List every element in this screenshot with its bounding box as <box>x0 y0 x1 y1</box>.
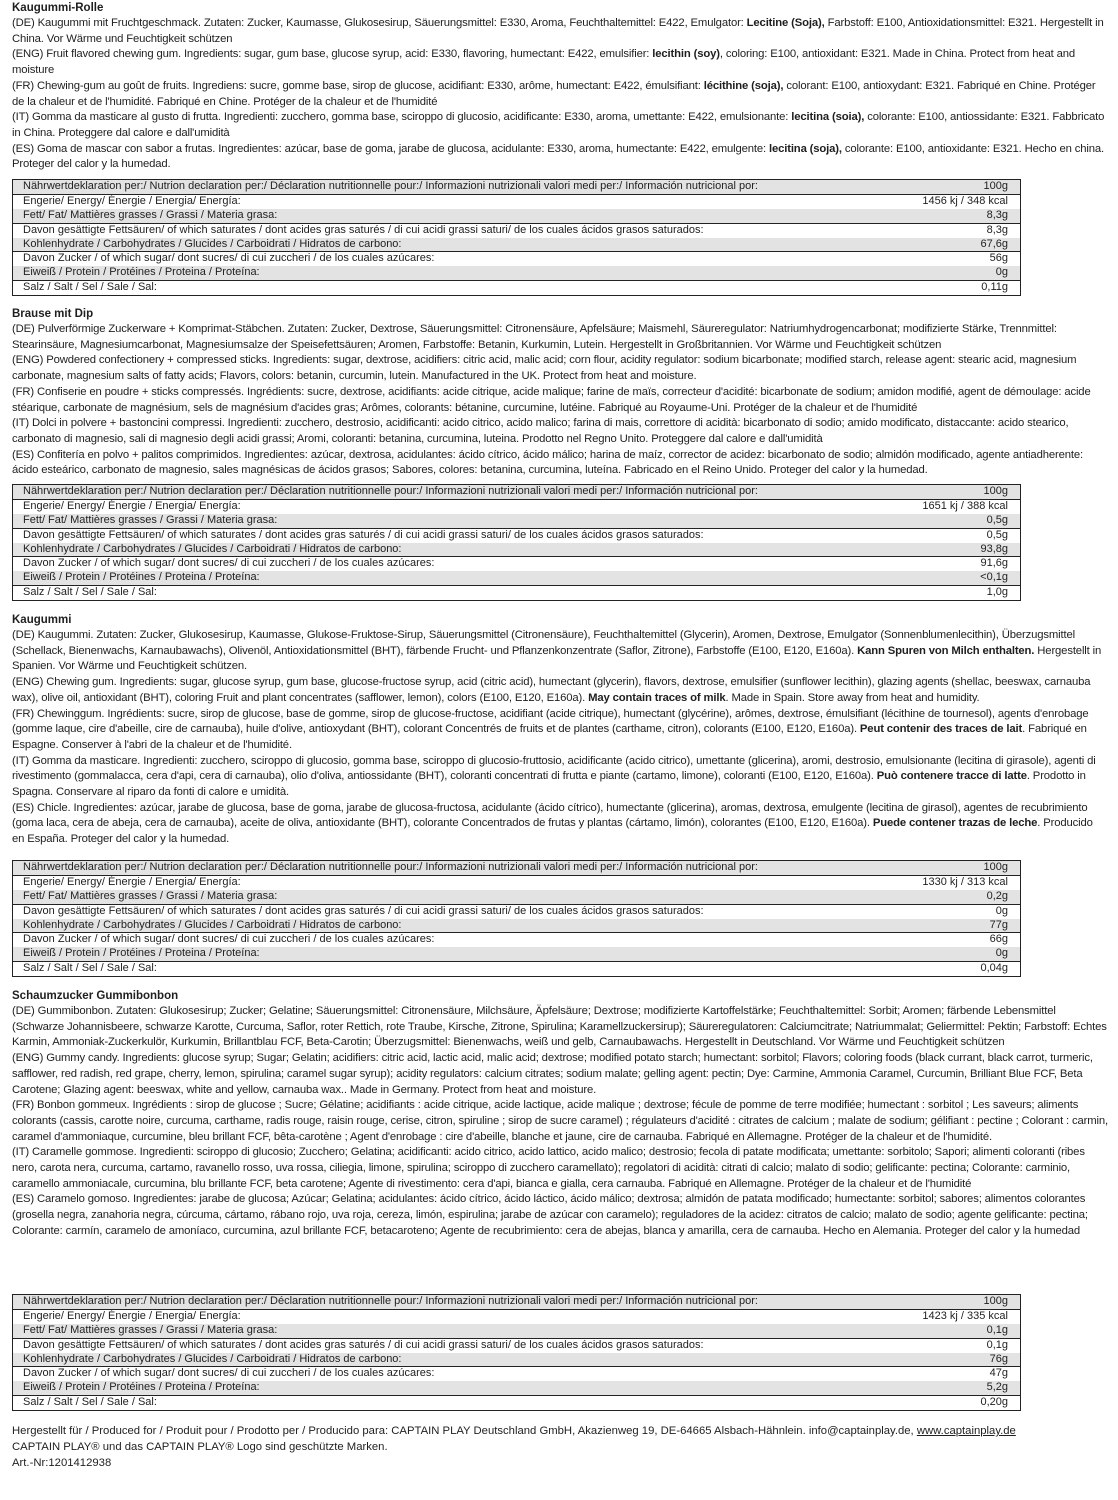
nutrition-row <box>13 947 1020 961</box>
nutrient-label: Engerie/ Energy/ Énergie / Energia/ Energía: <box>23 1309 241 1322</box>
ingredients-paragraph <box>12 1004 1108 1051</box>
nutrient-label: Engerie/ Energy/ Énergie / Energia/ Energía: <box>23 194 241 207</box>
nutrition-table <box>12 860 1021 977</box>
nutrient-label: Salz / Salt / Sel / Sale / Sal: <box>23 281 157 294</box>
nutrition-row <box>13 194 1020 209</box>
nutrient-value: 0,1g <box>986 1323 1008 1336</box>
nutrient-label: Eiweiß / Protein / Protéines / Proteina / Proteína: <box>23 571 260 584</box>
nutrient-value: 1,0g <box>986 586 1008 599</box>
nutrition-row <box>13 1338 1020 1353</box>
nutrient-value: 0g <box>995 904 1008 917</box>
allergen-text: Peut contenir des traces de lait <box>859 723 1023 736</box>
ingredient-text: (ENG) Powdered confectionery + compressed sticks. Ingredients: sugar, dextrose, acidifiers: citric acid, malic acid; corn flour, acidity regulator: sodium bicarbonate; modified starch, release agent: stearic acid, magnesium carbonate, magnesium salts of fatty acids; Flavors, colors: betanin, curcumin, lutein. Manufactured in the UK. Protect from heat and moisture. <box>12 354 1077 383</box>
product-title: Schaumzucker Gummibonbon <box>12 990 179 1002</box>
ingredient-text: (FR) Chewing-gum au goût de fruits. Ingrediens: sucre, gomme base, sirop de glucose, acidifiant: E330, arôme, humectant: E422, émulsifiant: <box>12 79 704 92</box>
trademark-line: CAPTAIN PLAY® und das CAPTAIN PLAY® Logo sind geschützte Marken. <box>12 1440 388 1453</box>
nutrition-row <box>13 890 1020 904</box>
nutrient-label: Salz / Salt / Sel / Sale / Sal: <box>23 962 157 975</box>
nutrient-label: Davon Zucker / of which sugar/ dont sucres/ di cui zuccheri / de los cuales azúcares: <box>23 252 435 265</box>
nutrient-label: Nährwertdeklaration per:/ Nutrion declaration per:/ Déclaration nutritionnelle pour:/ Informazioni nutrizionali valori medi per:/ Información nutricional por: <box>23 485 758 497</box>
ingredients-paragraph <box>12 322 1108 353</box>
ingredient-text: (IT) Gomma da masticare al gusto di frutta. Ingredienti: zucchero, gomma base, sciroppo di glucosio, acidificante: E330, aroma, umettante: E422, emulsionante: <box>12 111 792 124</box>
nutrient-label: Davon Zucker / of which sugar/ dont sucres/ di cui zuccheri / de los cuales azúcares: <box>23 1367 435 1380</box>
ingredients-paragraph <box>12 707 1108 754</box>
nutrient-value: <0,1g <box>980 571 1008 584</box>
ingredients-paragraph <box>12 353 1108 384</box>
nutrient-label: Nährwertdeklaration per:/ Nutrion declaration per:/ Déclaration nutritionnelle pour:/ Informazioni nutrizionali valori medi per:/ Información nutricional por: <box>23 180 758 192</box>
nutrient-label: Davon gesättigte Fettsäuren/ of which saturates / dont acides gras saturés / di cui acidi grassi saturi/ de los cuales ácidos grasos saturados: <box>23 223 704 236</box>
nutrient-value: 8,3g <box>986 223 1008 236</box>
manufacturer-line <box>12 1424 1102 1440</box>
nutrient-value: 0,2g <box>986 889 1008 902</box>
allergen-text: lecitina (soja), <box>768 142 842 155</box>
nutrient-value: 100g <box>983 861 1008 873</box>
nutrient-value: 66g <box>989 933 1008 946</box>
ingredient-text: (IT) Gomma da masticare. Ingredienti: zucchero, sciroppo di glucosio, gomma base, sciroppo di glucosio-fruttosio, acidificante (acido citrico), umettante (glicerina), aromi, destrosio, emulsionante (lecitina di girasole), agenti di rivestimento (gommalacca, cera d'api, cera di carnauba), olio d'oliva, antiossidante (BHT), coloranti concentrati di frutta e piante (cartamo, limone), coloranti (E100, E120, E160a). <box>12 754 1096 783</box>
ingredient-text: (ENG) Gummy candy. Ingredients: glucose syrup; Sugar; Gelatin; acidifiers: citric acid, lactic acid, malic acid; dextrose; modified potato starch; humectant: sorbitol; Flavors; coloring foods (black currant, black carrot, turmeric, safflower, red radish, red grape, cherry, lemon, spirulina; caramel sugar syrup); acidity regulators: calcium citrates; sodium malate; gelling agent: pectin; Dye: Carmine, Ammonia Caramel, Curcumin, Brilliant Blue FCF, Beta Carotene; Glazing agent: beeswax, white and yellow, carnauba wax.. Made in Germany. Protect from heat and moisture. <box>12 1052 1093 1096</box>
nutrient-label: Nährwertdeklaration per:/ Nutrion declaration per:/ Déclaration nutritionnelle pour:/ Informazioni nutrizionali valori medi per:/ Información nutricional por: <box>23 861 758 873</box>
nutrient-value: 100g <box>983 485 1008 497</box>
article-number: Art.-Nr:1201412938 <box>12 1456 112 1469</box>
nutrition-row <box>13 1353 1020 1367</box>
nutrient-value: 0,5g <box>986 513 1008 526</box>
nutrition-row <box>13 499 1020 514</box>
ingredient-text: , coloring: E100, antioxidant: E321. Made in China. Protect from heat and moisture <box>12 48 1076 77</box>
nutrient-value: 1456 kj / 348 kcal <box>922 194 1008 207</box>
nutrition-row <box>13 514 1020 528</box>
product-section <box>12 988 1108 1240</box>
nutrition-row <box>13 919 1020 933</box>
nutrition-table <box>12 484 1021 601</box>
nutrition-row <box>13 528 1020 543</box>
ingredients-paragraph <box>12 675 1108 706</box>
ingredient-text: (DE) Pulverförmige Zuckerware + Komprimat-Stäbchen. Zutaten: Zucker, Dextrose, Säuerungsmittel: Citronensäure, Apfelsäure; Maismehl, Säureregulator: Natriumhydrogencarbonat; modifizierte Stärke, Trennmittel: Stearinsäure, Magnesiumcarbonat, Magnesiumsalze der Speisefettsäuren; Aromen, Farbstoffe: Betanin, Kurkumin, Lutein. Hergestellt in Großbritannien. Vor Wärme und Feuchtigkeit schützen <box>12 323 1057 351</box>
nutrient-value: 0g <box>995 266 1008 279</box>
nutrient-label: Nährwertdeklaration per:/ Nutrion declaration per:/ Déclaration nutritionnelle pour:/ Informazioni nutrizionali valori medi per:/ Información nutricional por: <box>23 1295 758 1307</box>
allergen-text: Puede contener trazas de leche <box>872 817 1038 830</box>
ingredients-text <box>12 628 1108 848</box>
nutrition-row <box>13 1309 1020 1324</box>
nutrient-label: Eiweiß / Protein / Protéines / Proteina / Proteína: <box>23 1381 260 1394</box>
nutrition-row <box>13 238 1020 252</box>
nutrition-table <box>12 1294 1021 1411</box>
nutrition-row <box>13 1366 1020 1381</box>
ingredient-text: (DE) Kaugummi. Zutaten: Zucker, Glukosesirup, Kaumasse, Glukose-Fruktose-Sirup, Säuerungsmittel (Citronensäure), Feuchthaltemittel (Glycerin), Aromen, Dextrose, Emulgator (Sonnenblumenlecithin), Überzugsmittel (Schellack, Bienenwachs, Karnaubawachs), Olivenöl, Antioxidationsmittel (BHT), färbende Frucht- und Pflanzenkonzentrate (Saflor, Zitrone), Farbstoffe (E100, E120, E160a). <box>12 629 1076 657</box>
allergen-text: lécithine (soja), <box>703 79 784 92</box>
nutrition-row <box>13 1381 1020 1395</box>
nutrient-label: Fett/ Fat/ Mattières grasses / Grassi / Materia grasa: <box>23 1323 278 1336</box>
nutrition-row <box>13 209 1020 223</box>
ingredient-text: (ES) Chicle. Ingredientes: azúcar, jarabe de glucosa, base de goma, jarabe de glucosa-fructosa, acidulante (ácido cítrico), humectante (glicerina), aromas, dextrosa, emulgente (lecitina de girasol), agentes de recubrimiento (goma laca, cera de abeja, cera de carnauba), aceite de oliva, antioxidante (BHT), colorante Concentrados de frutas y plantas (cártamo, limón), colorantes (E100, E120, E160a). <box>12 801 1088 830</box>
ingredient-text: (IT) Dolci in polvere + bastoncini compressi. Ingredienti: zucchero, destrosio, acidificanti: acido citrico, acido malico; farina di mais, correttore di acidità: bicarbonato di sodio; amido modificato, distaccante: acido stearico, carbonato di magnesio, sali di magnesio degli acidi grassi; Aromi, coloranti: betanina, curcumina, luteina. Prodotto nel Regno Unito. Proteggere dal calore e dall'umidità <box>12 417 1069 445</box>
ingredients-paragraph <box>12 1098 1108 1145</box>
product-title: Brause mit Dip <box>12 308 94 320</box>
nutrient-value: 56g <box>989 252 1008 265</box>
nutrient-label: Kohlenhydrate / Carbohydrates / Glucides / Carboidrati / Hidratos de carbono: <box>23 918 402 931</box>
nutrition-row <box>13 932 1020 947</box>
ingredients-text <box>12 322 1108 479</box>
ingredient-text: (ENG) Chewing gum. Ingredients: sugar, glucose syrup, gum base, glucose-fructose syrup, acid (citric acid), humectant (glycerin), flavors, dextrose, emulsifier (sunflower lecithin), glazing agents (shellac, beeswax, carnauba wax), olive oil, antioxidant (BHT), coloring Fruit and plant concentrates (safflower, lemon), colors (E100, E120, E160a). <box>12 676 1091 704</box>
ingredient-text: Farbstoff: E100, Antioxidationsmittel: E321. Hergestellt in China. Vor Wärme und Feuchtigkeit schützen <box>12 17 1104 45</box>
ingredients-paragraph <box>12 801 1108 848</box>
nutrient-label: Davon gesättigte Fettsäuren/ of which saturates / dont acides gras saturés / di cui acidi grassi saturi/ de los cuales ácidos grasos saturados: <box>23 1338 704 1351</box>
nutrient-value: 76g <box>989 1352 1008 1365</box>
nutrition-row <box>13 556 1020 571</box>
nutrient-value: 1423 kj / 335 kcal <box>922 1309 1008 1322</box>
nutrition-row <box>13 585 1020 600</box>
nutrient-value: 77g <box>989 918 1008 931</box>
ingredient-text: (DE) Gummibonbon. Zutaten: Glukosesirup; Zucker; Gelatine; Säuerungsmittel: Citronensäure, Milchsäure, Äpfelsäure; Dextrose; modifizierte Kartoffelstärke; Feuchthaltemittel: Sorbit; Aromen; färbende Lebensmittel (Schwarze Johannisbeere, schwarze Karotte, Curcuma, Saflor, roter Rettich, rote Traube, Kirsche, Zitrone, Spirulina; Karamellzuckersirup); Säureregulatoren: Calciumcitrate; Natriummalat; Geliermittel: Pektin; Farbstoff: Echtes Karmin, Ammoniak-Zuckerkulör, Kurkumin, Brillantblau FCF, Beta-Carotin; Überzugsmittel: Bienenwachs, weiß und gelb, Carnaubawachs. Hergestellt in Deutschland. Vor Wärme und Feuchtigkeit schützen <box>12 1005 1107 1049</box>
ingredients-paragraph <box>12 1145 1108 1192</box>
nutrition-header-row <box>13 1295 1020 1309</box>
ingredients-text <box>12 16 1108 173</box>
ingredients-paragraph <box>12 1051 1108 1098</box>
ingredients-paragraph <box>12 16 1108 47</box>
nutrient-label: Engerie/ Energy/ Énergie / Energia/ Energía: <box>23 875 241 888</box>
nutrient-value: 5,2g <box>986 1381 1008 1394</box>
product-title: Kaugummi-Rolle <box>12 2 104 14</box>
nutrition-row <box>13 280 1020 295</box>
nutrition-row <box>13 251 1020 266</box>
nutrient-label: Salz / Salt / Sel / Sale / Sal: <box>23 1396 157 1409</box>
ingredient-text: (ES) Confitería en polvo + palitos comprimidos. Ingredientes: azúcar, dextrosa, acidulantes: ácido cítrico, ácido málico; harina de maíz, corrector de acidez: bicarbonato de sodio; almidón modificado, agente antiadherente: ácido esteárico, carbonato de magnesio, sales magnésicas de ácidos grasos; Sabores, colores: betanina, curcumina, luteína. Fabricado en el Reino Unido. Proteger del calor y la humedad. <box>12 448 1083 477</box>
nutrition-header-row <box>13 485 1020 499</box>
nutrition-row <box>13 1395 1020 1410</box>
nutrient-value: 67,6g <box>980 237 1008 250</box>
allergen-text: lecitina (soia), <box>791 111 865 124</box>
footer <box>12 1424 1102 1471</box>
nutrient-label: Kohlenhydrate / Carbohydrates / Glucides / Carboidrati / Hidratos de carbono: <box>23 542 402 555</box>
nutrient-value: 0,04g <box>980 962 1008 975</box>
nutrient-value: 0,20g <box>980 1396 1008 1409</box>
ingredient-text: (IT) Caramelle gommose. Ingredienti: sciroppo di glucosio; Zucchero; Gelatina; acidificanti: acido citrico, acido lattico, acido malico; destrosio; fecola di patate modificata; umettante: sorbitolo; Sapori; alimenti coloranti (ribes nero, carota nera, curcuma, cartamo, ravanello rosso, uva rossa, ciliegia, limone, spirulina; sciroppo di zucchero caramellato); regolatori di acidità: citrati di calcio; malato di sodio; gelificante: pectina; Colorante: carminio, caramello ammoniacale, curcumina, blu brillante FCF, beta carotene; Agente di rivestimento: cera d'api, bianca e gialla, cera carnauba. Fabriqué en Allemagne. Protéger de la chaleur et de l'humidité <box>12 1146 1085 1190</box>
ingredient-text: (DE) Kaugummi mit Fruchtgeschmack. Zutaten: Zucker, Kaumasse, Glukosesirup, Säuerungsmittel: E330, Aroma, Feuchthaltemittel: E422, Emulgator: <box>12 17 747 29</box>
ingredient-text: . Made in Spain. Store away from heat and humidity. <box>725 691 980 704</box>
nutrient-label: Fett/ Fat/ Mattières grasses / Grassi / Materia grasa: <box>23 208 278 221</box>
product-section <box>12 612 1108 848</box>
ingredient-text: Hergestellt in Spanien. Vor Wärme und Feuchtigkeit schützen. <box>12 644 1102 673</box>
ingredient-text: . Prodotto in Spagna. Conservare al riparo da fonti di calore e umidità. <box>12 770 1086 799</box>
website-link[interactable]: www.captainplay.de <box>916 1425 1016 1437</box>
nutrient-label: Eiweiß / Protein / Protéines / Proteina / Proteína: <box>23 266 260 279</box>
product-title: Kaugummi <box>12 614 72 626</box>
ingredient-text: (ES) Caramelo gomoso. Ingredientes: jarabe de glucosa; Azúcar; Gelatina; acidulantes: ácido cítrico, ácido láctico, ácido málico; dextrosa; almidón de patata modificado; humectante: sorbitol; sabores; alimentos colorantes (grosella negra, zanahoria negra, cúrcuma, cártamo, rábano rojo, uva roja, cereza, limón, espirulina; jarabe de azúcar con caramelo); reguladores de la acidez: citratos de calcio; malato de sodio; agente gelificante: pectina; Colorante: carmín, caramelo de amoníaco, curcumina, azul brillante FCF, betacaroteno; Agente de recubrimiento: cera de abejas, blanca y amarilla, cera de carnauba. Hecho en Alemania. Proteger del calor y la humedad <box>12 1193 1088 1237</box>
ingredients-paragraph <box>12 1192 1108 1239</box>
nutrient-value: 8,3g <box>986 208 1008 221</box>
nutrition-row <box>13 266 1020 280</box>
ingredient-text: (FR) Chewinggum. Ingrédients: sucre, sirop de glucose, base de gomme, sirop de glucose-fructose, acidifiant (acide citrique), humectant (glycérine), arômes, dextrose, émulsifiant (lécithine de tournesol), agents d'enrobage (gomme laque, cire d'abeille, cire de carnauba), huile d'olive, antioxydant (BHT), colorant Concentrés de fruits et de plantes (carthame, citron), colorants (E100, E120, E160a). <box>12 707 1089 736</box>
nutrient-value: 91,6g <box>980 557 1008 570</box>
nutrient-label: Davon gesättigte Fettsäuren/ of which saturates / dont acides gras saturés / di cui acidi grassi saturi/ de los cuales ácidos grasos saturados: <box>23 904 704 917</box>
nutrition-row <box>13 223 1020 238</box>
ingredient-text: colorant: E100, antioxydant: E321. Fabriqué en Chine. Protéger de la chaleur et de l'humidité. Fabriqué en Chine. Protéger de la chaleur et de l'humidité <box>12 79 1096 108</box>
nutrient-label: Kohlenhydrate / Carbohydrates / Glucides / Carboidrati / Hidratos de carbono: <box>23 1352 402 1365</box>
nutrient-label: Davon Zucker / of which sugar/ dont sucres/ di cui zuccheri / de los cuales azúcares: <box>23 933 435 946</box>
ingredient-text: colorante: E100, antiossidante: E321. Fabbricato in China. Proteggere dal calore e dall'umidità <box>12 111 1105 139</box>
nutrient-label: Davon Zucker / of which sugar/ dont sucres/ di cui zuccheri / de los cuales azúcares: <box>23 557 435 570</box>
ingredient-text: (FR) Confiserie en poudre + sticks compressés. Ingrédients: sucre, dextrose, acidifiants: acide citrique, acide malique; farine de maïs, correcteur d'acidité: bicarbonate de sodium; amidon modifié, agent de démoulage: acide stéarique, carbonate de magnésium, sels de magnésium d'acides gras; Arômes, colorants: bétanine, curcumine, lutéine. Fabriqué au Royaume-Uni. Protéger de la chaleur et de l'humidité <box>12 385 1091 414</box>
nutrition-row <box>13 1324 1020 1338</box>
ingredient-text: (FR) Bonbon gommeux. Ingrédients : sirop de glucose ; Sucre; Gélatine; acidifiants : acide citrique, acide lactique, acide malique ; dextrose; fécule de pomme de terre modifiée; humectant : sorbitol ; Les saveurs; aliments colorants (cassis, carotte noire, curcuma, carthame, radis rouge, raisin rouge, cerise, citron, spiruline ; sirop de sucre caramel) ; régulateurs d'acidité : citrates de calcium ; malate de sodium; gélifiant : pectine ; Colorant : carmin, caramel d'ammoniaque, curcumine, bleu brillant FCF, bêta-carotène ; Agent d'enrobage : cire d'abeille, blanche et jaune, cire de carnauba. Fabriqué en Allemagne. Protéger de la chaleur et de l'humidité. <box>12 1099 1109 1143</box>
nutrient-value: 1330 kj / 313 kcal <box>922 875 1008 888</box>
allergen-text: Può contenere tracce di latte <box>876 770 1027 783</box>
nutrient-label: Engerie/ Energy/ Énergie / Energia/ Energía: <box>23 499 241 512</box>
ingredients-paragraph <box>12 385 1108 416</box>
nutrient-label: Kohlenhydrate / Carbohydrates / Glucides / Carboidrati / Hidratos de carbono: <box>23 237 402 250</box>
nutrient-label: Davon gesättigte Fettsäuren/ of which saturates / dont acides gras saturés / di cui acidi grassi saturi/ de los cuales ácidos grasos saturados: <box>23 528 704 541</box>
nutrient-label: Fett/ Fat/ Mattières grasses / Grassi / Materia grasa: <box>23 513 278 526</box>
allergen-text: Kann Spuren von Milch enthalten. <box>857 644 1035 657</box>
ingredients-paragraph <box>12 79 1108 110</box>
product-section <box>12 306 1108 479</box>
ingredients-paragraph <box>12 754 1108 801</box>
nutrient-value: 0,5g <box>986 528 1008 541</box>
nutrient-value: 100g <box>983 1295 1008 1307</box>
ingredients-paragraph <box>12 448 1108 479</box>
ingredient-text: . Fabriqué en Espagne. Conserver à l'abri de la chaleur et de l'humidité. <box>12 723 1087 751</box>
ingredients-paragraph <box>12 110 1108 141</box>
nutrient-value: 0,11g <box>981 281 1008 294</box>
nutrition-row <box>13 961 1020 976</box>
nutrient-value: 0g <box>995 947 1008 960</box>
ingredients-paragraph <box>12 142 1108 173</box>
manufacturer-text: Hergestellt für / Produced for / Produit pour / Prodotto per / Producido para: CAPTAIN PLAY Deutschland GmbH, Akazienweg 19, DE-64665 Alsbach-Hähnlein. info@captainplay.de, <box>12 1425 917 1437</box>
allergen-text: lecithin (soy) <box>652 48 720 61</box>
nutrient-label: Fett/ Fat/ Mattières grasses / Grassi / Materia grasa: <box>23 889 278 902</box>
nutrient-value: 1651 kj / 388 kcal <box>922 499 1008 512</box>
nutrition-header-row <box>13 180 1020 194</box>
nutrition-row <box>13 543 1020 557</box>
nutrition-header-row <box>13 861 1020 875</box>
allergen-text: May contain traces of milk <box>588 691 726 704</box>
ingredient-text: (ES) Goma de mascar con sabor a frutas. Ingredientes: azúcar, base de goma, jarabe de glucosa, acidulante: E330, aroma, humectante: E422, emulgente: <box>12 142 769 155</box>
nutrition-row <box>13 904 1020 919</box>
ingredient-text: . Producido en España. Proteger del calor y la humedad. <box>12 817 1093 846</box>
nutrition-table <box>12 179 1021 296</box>
ingredient-text: (ENG) Fruit flavored chewing gum. Ingredients: sugar, gum base, glucose syrup, acid: E330, flavoring, humectant: E422, emulsifier: <box>12 48 653 61</box>
ingredients-paragraph <box>12 416 1108 447</box>
allergen-text: Lecitine (Soja), <box>746 17 825 29</box>
ingredients-paragraph <box>12 47 1108 78</box>
nutrition-row <box>13 571 1020 585</box>
nutrition-row <box>13 875 1020 890</box>
nutrient-label: Eiweiß / Protein / Protéines / Proteina / Proteína: <box>23 947 260 960</box>
nutrient-value: 93,8g <box>980 542 1008 555</box>
nutrient-value: 47g <box>989 1367 1008 1380</box>
nutrient-value: 0,1g <box>986 1338 1008 1351</box>
nutrient-label: Salz / Salt / Sel / Sale / Sal: <box>23 586 157 599</box>
ingredient-text: colorante: E100, antioxidante: E321. Hecho en china. Proteger del calor y la humedad. <box>12 142 1105 171</box>
product-section <box>12 0 1108 173</box>
nutrient-value: 100g <box>983 180 1008 192</box>
ingredients-text <box>12 1004 1108 1240</box>
ingredients-paragraph <box>12 628 1108 675</box>
